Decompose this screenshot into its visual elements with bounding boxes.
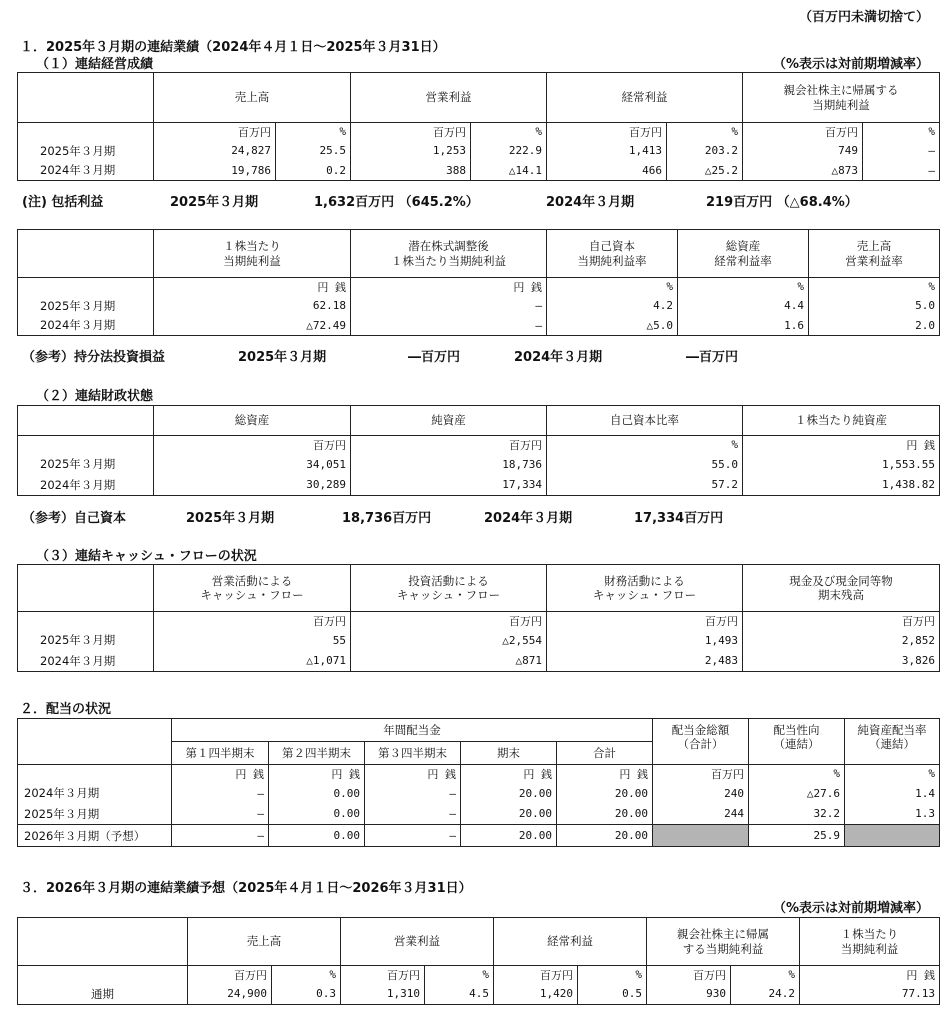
row-label: 2025年３月期 — [18, 804, 172, 825]
value-cell: 1,493 — [547, 630, 743, 651]
unit-cell: 円 銭 — [557, 765, 653, 783]
equity-label: （参考）自己資本 — [22, 511, 127, 526]
row-label — [18, 278, 154, 296]
footnote-value: ―百万円 — [408, 350, 461, 365]
corner-cell — [18, 230, 154, 278]
value-cell: 24,900 — [188, 984, 272, 1005]
value-cell: 20.00 — [557, 783, 653, 804]
unit-cell: 百万円 — [188, 966, 272, 984]
unit-cell: 百万円 — [351, 123, 471, 141]
header-financing-cf: 財務活動による キャッシュ・フロー — [547, 565, 743, 612]
header-net-income: 親会社株主に帰属する 当期純利益 — [743, 73, 940, 123]
value-cell: 1.3 — [845, 804, 940, 825]
unit-cell: 百万円 — [154, 612, 351, 630]
header-sales: 売上高 — [188, 918, 341, 966]
corner-cell — [18, 406, 154, 436]
row-label: 2025年３月期 — [18, 454, 154, 475]
value-cell: 30,289 — [154, 475, 351, 496]
value-cell: 1,413 — [547, 141, 667, 161]
value-cell: ― — [863, 161, 940, 181]
row-label — [18, 612, 154, 630]
sub1-title: （１）連結経営成績 — [36, 57, 154, 72]
value-cell: 1,420 — [494, 984, 578, 1005]
value-cell: 466 — [547, 161, 667, 181]
unit-cell: % — [731, 966, 800, 984]
financial-position-table — [17, 405, 940, 496]
unit-cell: 百万円 — [547, 123, 667, 141]
value-cell: 2,852 — [743, 630, 940, 651]
header-year-end: 期末 — [461, 742, 557, 765]
value-cell: 32.2 — [749, 804, 845, 825]
value-cell: 2.0 — [809, 316, 940, 336]
unit-cell: 円 銭 — [269, 765, 365, 783]
value-cell: △25.2 — [667, 161, 743, 181]
header-investing-cf: 投資活動による キャッシュ・フロー — [351, 565, 547, 612]
header-ordinary-income: 経常利益 — [494, 918, 647, 966]
unit-cell: 百万円 — [154, 123, 276, 141]
row-label: 2024年３月期 — [18, 783, 172, 804]
footnote-period: 2024年３月期 — [546, 195, 635, 210]
dividends-table — [17, 718, 940, 847]
unit-cell: % — [578, 966, 647, 984]
row-label: 2024年３月期 — [18, 475, 154, 496]
sub2-title: （２）連結財政状態 — [36, 389, 154, 404]
value-cell: 930 — [647, 984, 731, 1005]
value-cell: △1,071 — [154, 651, 351, 672]
unit-cell: 円 銭 — [154, 278, 351, 296]
value-cell: 2,483 — [547, 651, 743, 672]
header-operating-cf: 営業活動による キャッシュ・フロー — [154, 565, 351, 612]
unit-cell: % — [749, 765, 845, 783]
value-cell: 0.3 — [272, 984, 341, 1005]
value-cell: △2,554 — [351, 630, 547, 651]
unit-cell: 百万円 — [547, 612, 743, 630]
section3-note: （%表示は対前期増減率） — [772, 901, 929, 916]
unit-cell: % — [678, 278, 809, 296]
unit-cell: 百万円 — [743, 123, 863, 141]
unit-cell: 百万円 — [154, 436, 351, 454]
value-cell: 20.00 — [461, 825, 557, 847]
value-cell: △5.0 — [547, 316, 678, 336]
value-cell: 24.2 — [731, 984, 800, 1005]
header-operating-income: 営業利益 — [341, 918, 494, 966]
unit-cell: 円 銭 — [172, 765, 269, 783]
unit-cell: % — [547, 278, 678, 296]
value-cell: 77.13 — [800, 984, 940, 1005]
value-cell: 0.2 — [276, 161, 351, 181]
unit-note: （百万円未満切捨て） — [798, 10, 929, 25]
shaded-cell — [653, 825, 749, 847]
corner-cell — [18, 719, 172, 765]
value-cell: 388 — [351, 161, 471, 181]
unit-cell: % — [667, 123, 743, 141]
unit-cell: 百万円 — [341, 966, 425, 984]
header-diluted-eps: 潜在株式調整後 １株当たり当期純利益 — [351, 230, 547, 278]
value-cell: 55.0 — [547, 454, 743, 475]
unit-cell: 円 銭 — [461, 765, 557, 783]
value-cell: ― — [351, 296, 547, 316]
row-label: 2025年３月期 — [18, 630, 154, 651]
value-cell: 20.00 — [461, 804, 557, 825]
value-cell: 0.00 — [269, 804, 365, 825]
unit-cell: % — [425, 966, 494, 984]
value-cell: 62.18 — [154, 296, 351, 316]
value-cell: 5.0 — [809, 296, 940, 316]
forecast-table — [17, 917, 940, 1005]
value-cell: 1,438.82 — [743, 475, 940, 496]
comprehensive-income-label: (注) 包括利益 — [22, 195, 104, 210]
row-label: 2025年３月期 — [18, 141, 154, 161]
header-operating-margin: 売上高 営業利益率 — [809, 230, 940, 278]
value-cell: 55 — [154, 630, 351, 651]
value-cell: 4.5 — [425, 984, 494, 1005]
unit-cell: % — [809, 278, 940, 296]
header-ordinary-income: 経常利益 — [547, 73, 743, 123]
value-cell: 34,051 — [154, 454, 351, 475]
value-cell: △72.49 — [154, 316, 351, 336]
unit-cell: % — [863, 123, 940, 141]
value-cell: 0.00 — [269, 825, 365, 847]
row-label: 2024年３月期 — [18, 651, 154, 672]
header-bps: １株当たり純資産 — [743, 406, 940, 436]
row-label — [18, 966, 188, 984]
value-cell: 203.2 — [667, 141, 743, 161]
corner-cell — [18, 73, 154, 123]
header-total: 合計 — [557, 742, 653, 765]
value-cell: ― — [172, 783, 269, 804]
value-cell: 240 — [653, 783, 749, 804]
value-cell: 20.00 — [557, 825, 653, 847]
value-cell: 18,736 — [351, 454, 547, 475]
value-cell: ― — [172, 825, 269, 847]
value-cell: 20.00 — [461, 783, 557, 804]
value-cell: 1.6 — [678, 316, 809, 336]
value-cell: ― — [365, 783, 461, 804]
header-q3: 第３四半期末 — [365, 742, 461, 765]
value-cell: 4.2 — [547, 296, 678, 316]
value-cell: 0.5 — [578, 984, 647, 1005]
value-cell: 19,786 — [154, 161, 276, 181]
header-annual-dividend: 年間配当金 — [172, 719, 653, 742]
unit-cell: % — [471, 123, 547, 141]
unit-cell: 百万円 — [647, 966, 731, 984]
header-payout-ratio: 配当性向 （連結） — [749, 719, 845, 765]
footnote-period: 2025年３月期 — [170, 195, 259, 210]
unit-cell: 百万円 — [653, 765, 749, 783]
value-cell: 4.4 — [678, 296, 809, 316]
unit-cell: 円 銭 — [365, 765, 461, 783]
per-share-table — [17, 229, 940, 336]
value-cell: ― — [172, 804, 269, 825]
header-q1: 第１四半期末 — [172, 742, 269, 765]
value-cell: △873 — [743, 161, 863, 181]
section3-title: ３．2026年３月期の連結業績予想（2025年４月１日～2026年３月31日） — [20, 881, 472, 896]
corner-cell — [18, 918, 188, 966]
row-label: 2024年３月期 — [18, 316, 154, 336]
value-cell: 57.2 — [547, 475, 743, 496]
value-cell: 20.00 — [557, 804, 653, 825]
footnote-value: 219百万円 （△68.4%） — [706, 195, 858, 210]
unit-cell: % — [272, 966, 341, 984]
footnote-period: 2025年３月期 — [186, 511, 275, 526]
header-operating-income: 営業利益 — [351, 73, 547, 123]
footnote-period: 2024年３月期 — [514, 350, 603, 365]
value-cell: 1,553.55 — [743, 454, 940, 475]
row-label — [18, 436, 154, 454]
value-cell: 749 — [743, 141, 863, 161]
sub1-note: （%表示は対前期増減率） — [772, 57, 929, 72]
header-net-assets: 純資産 — [351, 406, 547, 436]
unit-cell: 百万円 — [743, 612, 940, 630]
value-cell: ― — [863, 141, 940, 161]
header-roa: 総資産 経常利益率 — [678, 230, 809, 278]
header-roe: 自己資本 当期純利益率 — [547, 230, 678, 278]
unit-cell: 円 銭 — [800, 966, 940, 984]
footnote-period: 2025年３月期 — [238, 350, 327, 365]
value-cell: 222.9 — [471, 141, 547, 161]
row-label — [18, 123, 154, 141]
unit-cell: % — [547, 436, 743, 454]
unit-cell: 百万円 — [351, 436, 547, 454]
corner-cell — [18, 565, 154, 612]
unit-cell: 円 銭 — [351, 278, 547, 296]
unit-cell: 百万円 — [351, 612, 547, 630]
footnote-value: 1,632百万円 （645.2%） — [314, 195, 479, 210]
forecast-row-label: 2026年３月期（予想） — [18, 825, 172, 847]
value-cell: △14.1 — [471, 161, 547, 181]
row-label: 通期 — [18, 984, 188, 1005]
shaded-cell — [845, 825, 940, 847]
section1-title: １．2025年３月期の連結業績（2024年４月１日～2025年３月31日） — [20, 40, 446, 55]
footnote-period: 2024年３月期 — [484, 511, 573, 526]
section2-title: ２．配当の状況 — [20, 702, 112, 717]
header-sales: 売上高 — [154, 73, 351, 123]
value-cell: 25.5 — [276, 141, 351, 161]
footnote-value: 18,736百万円 — [342, 511, 432, 526]
value-cell: 244 — [653, 804, 749, 825]
equity-method-label: （参考）持分法投資損益 — [22, 350, 166, 365]
header-total-dividend: 配当金総額 （合計） — [653, 719, 749, 765]
header-total-assets: 総資産 — [154, 406, 351, 436]
header-net-income: 親会社株主に帰属 する当期純利益 — [647, 918, 800, 966]
operating-results-table — [17, 72, 940, 181]
header-eps: １株当たり 当期純利益 — [154, 230, 351, 278]
row-label: 2025年３月期 — [18, 296, 154, 316]
value-cell: ― — [365, 825, 461, 847]
cash-flow-table — [17, 564, 940, 672]
header-cash-balance: 現金及び現金同等物 期末残高 — [743, 565, 940, 612]
value-cell: 24,827 — [154, 141, 276, 161]
value-cell: 1,253 — [351, 141, 471, 161]
footnote-value: ―百万円 — [686, 350, 739, 365]
unit-cell: % — [845, 765, 940, 783]
value-cell: △27.6 — [749, 783, 845, 804]
value-cell: ― — [351, 316, 547, 336]
unit-cell: 円 銭 — [743, 436, 940, 454]
unit-cell: % — [276, 123, 351, 141]
header-q2: 第２四半期末 — [269, 742, 365, 765]
unit-cell: 百万円 — [494, 966, 578, 984]
row-label: 2024年３月期 — [18, 161, 154, 181]
sub3-title: （３）連結キャッシュ・フローの状況 — [36, 549, 257, 564]
value-cell: 3,826 — [743, 651, 940, 672]
header-equity-ratio: 自己資本比率 — [547, 406, 743, 436]
value-cell: △871 — [351, 651, 547, 672]
footnote-value: 17,334百万円 — [634, 511, 724, 526]
value-cell: 17,334 — [351, 475, 547, 496]
value-cell: 1,310 — [341, 984, 425, 1005]
row-label — [18, 765, 172, 783]
value-cell: 0.00 — [269, 783, 365, 804]
header-doe: 純資産配当率 （連結） — [845, 719, 940, 765]
header-eps: １株当たり 当期純利益 — [800, 918, 940, 966]
value-cell: 1.4 — [845, 783, 940, 804]
value-cell: ― — [365, 804, 461, 825]
value-cell: 25.9 — [749, 825, 845, 847]
